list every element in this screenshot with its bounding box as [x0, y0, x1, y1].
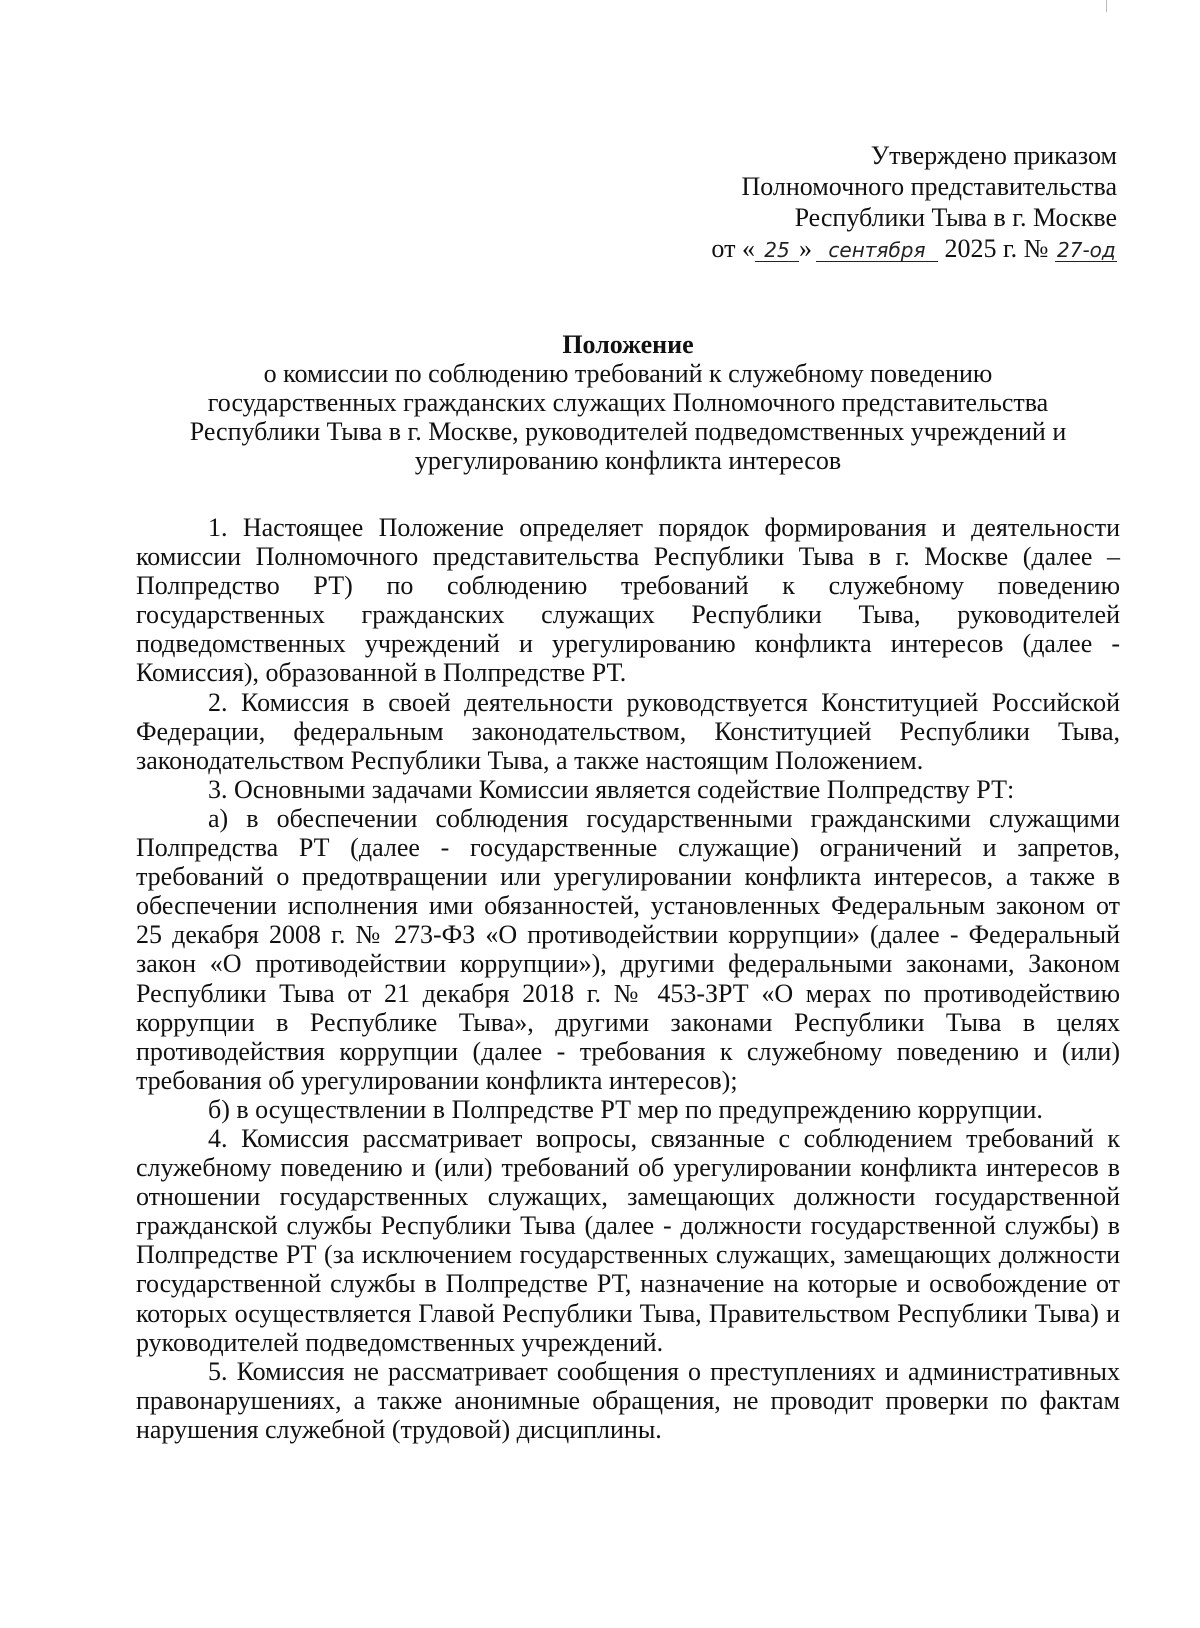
approval-date-quote: » [798, 234, 812, 263]
handwritten-day: 25 [755, 239, 799, 262]
paragraph-3: 3. Основными задачами Комиссии является содействие Полпредству РТ: [208, 774, 1015, 804]
paragraph-3b: б) в осуществлении в Полпредстве РТ мер по предупреждению коррупции. [208, 1094, 1043, 1124]
approval-line-1: Утверждено приказом [870, 141, 1117, 170]
document-title: Положение [562, 330, 694, 359]
document-subtitle-line-4: урегулированию конфликта интересов [414, 446, 842, 475]
approval-date-prefix: от « [711, 234, 755, 263]
approval-year: 2025 г. № [944, 234, 1049, 263]
paragraph-5: 5. Комиссия не рассматривает сообщения о преступлениях и административных правонарушениях, а также анонимные обращения, не проводит проверки по фактам нарушения служебной (трудовой) дисциплины. [136, 1356, 1120, 1444]
approval-stamp-block [711, 140, 1117, 264]
document-subtitle-line-3: Республики Тыва в г. Москве, руководителей подведомственных учреждений и [189, 417, 1067, 446]
document-subtitle-line-2: государственных гражданских служащих Полномочного представительства [207, 388, 1049, 417]
paragraph-3a: а) в обеспечении соблюдения государственными гражданскими служащими Полпредства РТ (далее - государственные служащие) ограничений и запретов, требований о предотвращении или урегулировании конфликта интересов, а также в обеспечении исполнения ими обязанностей, установленных Федеральным законом от 25 декабря 2008 г. № 273-ФЗ «О противодействии коррупции» (далее - Федеральный закон «О противодействии коррупции»), другими федеральными законами, Законом Республики Тыва от 21 декабря 2018 г. № 453-ЗРТ «О мерах по противодействию коррупции в Республике Тыва», другими законами Республики Тыва в целях противодействия коррупции (далее - требования к служебному поведению и (или) требования об урегулировании конфликта интересов); [136, 803, 1120, 1095]
document-subtitle-line-1: о комиссии по соблюдению требований к служебному поведению [263, 359, 993, 388]
handwritten-month: сентября [816, 239, 938, 262]
scan-artifact-line [1106, 0, 1107, 12]
document-title-block [136, 330, 1120, 475]
paragraph-2: 2. Комиссия в своей деятельности руководствуется Конституцией Российской Федерации, федеральным законодательством, Конституцией Республики Тыва, законодательством Республики Тыва, а также настоящим Положением. [136, 687, 1120, 775]
paragraph-4: 4. Комиссия рассматривает вопросы, связанные с соблюдением требований к служебному поведению и (или) требований об урегулировании конфликта интересов в отношении государственных служащих, замещающих должности государственной гражданской службы Республики Тыва (далее - должности государственной службы) в Полпредстве РТ (за исключением государственных служащих, замещающих должности государственной службы в Полпредстве РТ, назначение на которые и освобождение от которых осуществляется Главой Республики Тыва, Правительством Республики Тыва) и руководителей подведомственных учреждений. [136, 1123, 1120, 1357]
approval-date-line [711, 233, 1117, 264]
handwritten-order-number: 27-од [1057, 238, 1116, 262]
paragraph-1: 1. Настоящее Положение определяет порядок формирования и деятельности комиссии Полномочного представительства Республики Тыва в г. Москве (далее – Полпредство РТ) по соблюдению требований к служебному поведению государственных гражданских служащих Республики Тыва, руководителей подведомственных учреждений и урегулированию конфликта интересов (далее - Комиссия), образованной в Полпредстве РТ. [136, 513, 1120, 688]
approval-line-2: Полномочного представительства [741, 172, 1117, 201]
approval-line-3: Республики Тыва в г. Москве [794, 203, 1117, 232]
document-body [136, 513, 1120, 1444]
